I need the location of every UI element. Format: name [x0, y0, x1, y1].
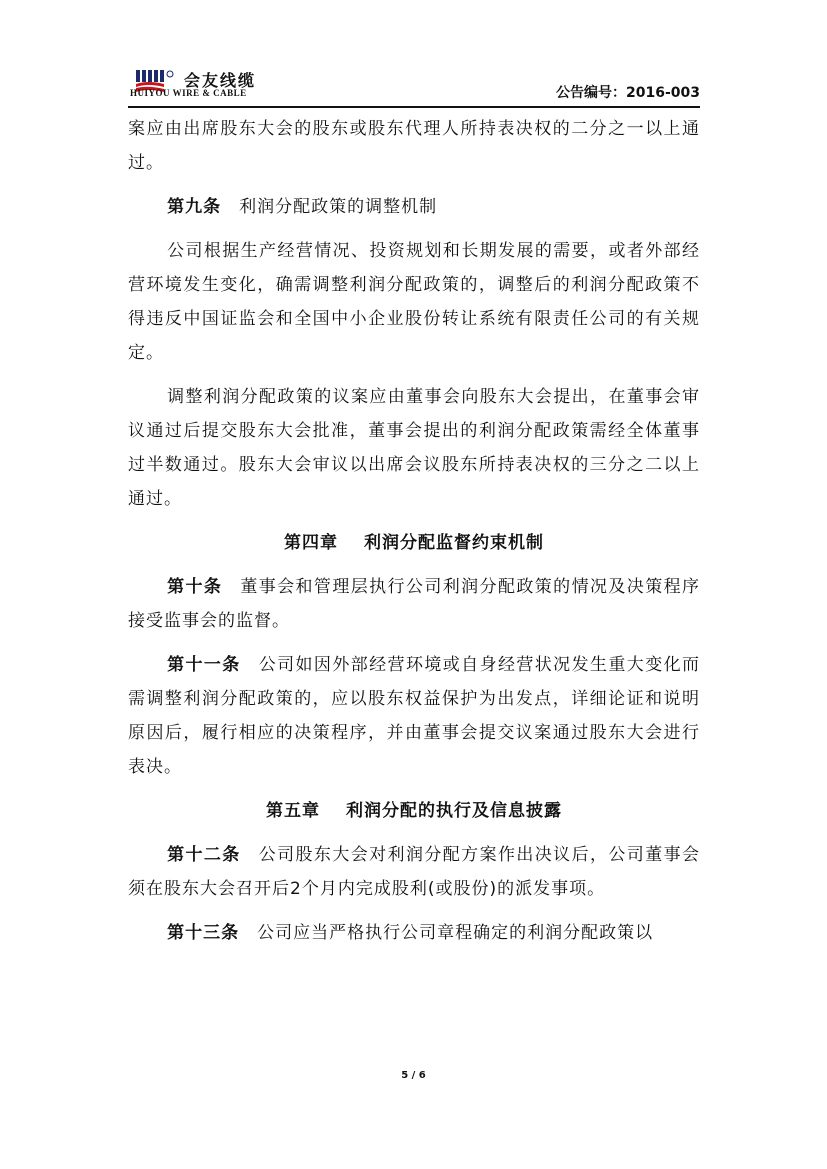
- article-number: 第九条: [167, 197, 222, 217]
- chapter-5-heading: [128, 794, 700, 828]
- article-number: 第十条: [167, 577, 223, 597]
- article-number: 第十二条: [167, 845, 241, 865]
- article-text: 公司如因外部经营环境或自身经营状况发生重大变化而需调整利润分配政策的，应以股东权益保护为出发点，详细论证和说明原因后，履行相应的决策程序，并由董事会提交议案通过股东大会进行表决。: [128, 655, 701, 777]
- page-header: [128, 62, 700, 108]
- article-10: [128, 570, 700, 638]
- article-text: 董事会和管理层执行公司利润分配政策的情况及决策程序接受监事会的监督。: [128, 577, 701, 631]
- article-text: 公司股东大会对利润分配方案作出决议后，公司董事会须在股东大会召开后2个月内完成股利(或股份)的派发事项。: [128, 845, 701, 899]
- article-9-paragraph-1: 公司根据生产经营情况、投资规划和长期发展的需要，或者外部经营环境发生变化，确需调整利润分配政策的，调整后的利润分配政策不得违反中国证监会和全国中小企业股份转让系统有限责任公司的有关规定。: [128, 241, 700, 363]
- article-number: 第十一条: [167, 655, 241, 675]
- chapter-number: 第四章: [284, 533, 338, 553]
- article-11: [128, 648, 700, 784]
- chapter-title: 利润分配监督约束机制: [364, 533, 544, 553]
- article-13: [128, 916, 700, 950]
- article-text: 公司应当严格执行公司章程确定的利润分配政策以: [257, 923, 654, 943]
- company-logo: [128, 62, 298, 102]
- paragraph-continued: 案应由出席股东大会的股东或股东代理人所持表决权的二分之一以上通过。: [128, 119, 700, 173]
- chapter-4-heading: [128, 526, 700, 560]
- logo-english-name: HUIYOU WIRE & CABLE: [130, 88, 247, 98]
- chapter-title: 利润分配的执行及信息披露: [346, 801, 562, 821]
- document-body: [128, 112, 700, 950]
- logo-chinese-name: 会友线缆: [184, 71, 257, 90]
- article-9: [128, 190, 700, 224]
- article-9-paragraph-2: 调整利润分配政策的议案应由董事会向股东大会提出，在董事会审议通过后提交股东大会批准，董事会提出的利润分配政策需经全体董事过半数通过。股东大会审议以出席会议股东所持表决权的三分之二以上通过。: [128, 387, 700, 509]
- article-heading: 利润分配政策的调整机制: [239, 197, 438, 217]
- chapter-number: 第五章: [266, 801, 320, 821]
- article-12: [128, 838, 700, 906]
- notice-number: 公告编号：2016-003: [556, 85, 700, 101]
- page-number: 5 / 6: [401, 1070, 426, 1081]
- article-number: 第十三条: [167, 923, 240, 943]
- header-divider: [128, 106, 700, 108]
